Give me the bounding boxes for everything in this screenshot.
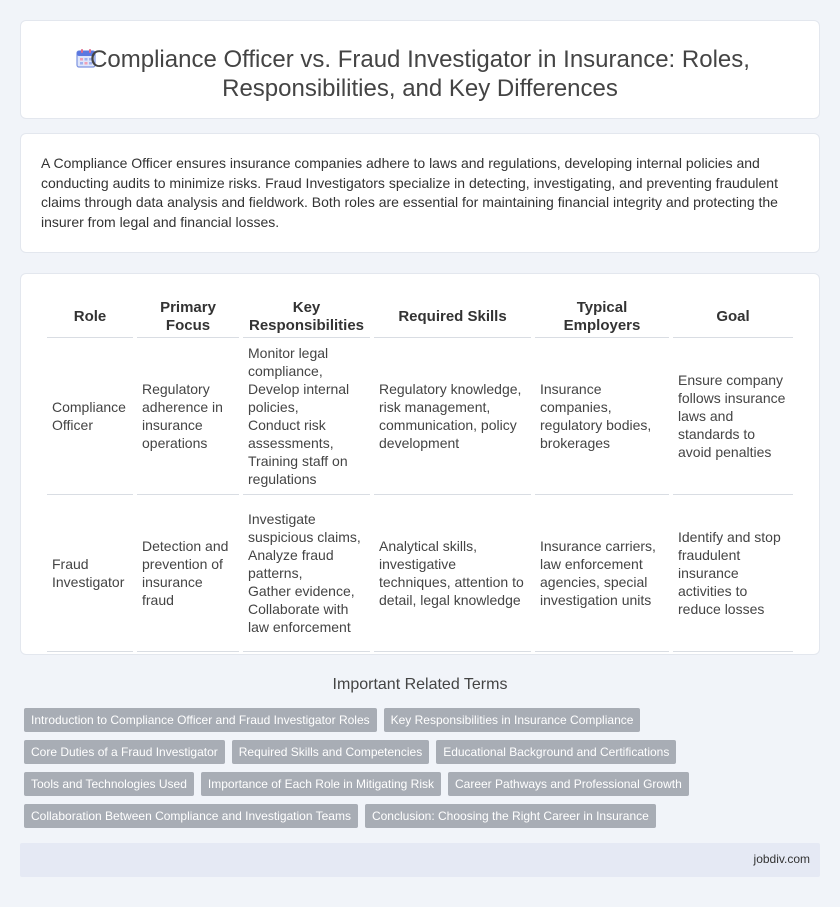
comparison-table-card bbox=[20, 273, 820, 655]
intro-card bbox=[20, 133, 820, 253]
related-terms-list bbox=[24, 708, 804, 836]
responsibility-item: Collaborate with law enforcement bbox=[248, 601, 351, 635]
cell-employers: Insurance carriers, law enforcement agencies, special investigation units bbox=[535, 495, 669, 652]
header-goal: Goal bbox=[673, 296, 793, 338]
table-row bbox=[47, 338, 793, 495]
cell-role: Compliance Officer bbox=[47, 338, 133, 495]
header-required-skills: Required Skills bbox=[374, 296, 531, 338]
cell-goal: Identify and stop fraudulent insurance activities to reduce losses bbox=[673, 495, 793, 652]
related-terms-title: Important Related Terms bbox=[332, 676, 508, 693]
table-row bbox=[47, 495, 793, 652]
responsibility-item: Develop internal policies, bbox=[248, 381, 350, 415]
table-header-row bbox=[47, 296, 793, 338]
related-term-tag[interactable]: Career Pathways and Professional Growth bbox=[448, 772, 689, 796]
header-card bbox=[20, 20, 820, 119]
page-title-line-1: Compliance Officer vs. Fraud Investigator in Insurance: Roles, bbox=[90, 46, 750, 73]
responsibility-item: Monitor legal compliance, bbox=[248, 345, 329, 379]
related-term-tag[interactable]: Core Duties of a Fraud Investigator bbox=[24, 740, 225, 764]
cell-skills: Regulatory knowledge, risk management, communication, policy development bbox=[374, 338, 531, 495]
header-role: Role bbox=[47, 296, 133, 338]
header-key-responsibilities: Key Responsibilities bbox=[243, 296, 370, 338]
related-term-tag[interactable]: Required Skills and Competencies bbox=[232, 740, 429, 764]
related-term-tag[interactable]: Importance of Each Role in Mitigating Risk bbox=[201, 772, 441, 796]
related-term-tag[interactable]: Collaboration Between Compliance and Investigation Teams bbox=[24, 804, 358, 828]
related-term-tag[interactable]: Tools and Technologies Used bbox=[24, 772, 194, 796]
cell-focus: Detection and prevention of insurance fraud bbox=[137, 495, 239, 652]
responsibility-item: Gather evidence, bbox=[248, 583, 355, 599]
header-primary-focus: Primary Focus bbox=[137, 296, 239, 338]
related-term-tag[interactable]: Educational Background and Certifications bbox=[436, 740, 676, 764]
intro-paragraph: A Compliance Officer ensures insurance companies adhere to laws and regulations, developing internal policies and conducting audits to minimize risks. Fraud Investigators specialize in detecting, investigating, and preventing fraudulent claims through data analysis and fieldwork. Both roles are essential for maintaining financial integrity and protecting the insurer from legal and financial losses. bbox=[41, 155, 778, 230]
responsibility-item: Conduct risk assessments, bbox=[248, 417, 334, 451]
comparison-table bbox=[43, 296, 797, 652]
related-term-tag[interactable]: Key Responsibilities in Insurance Compliance bbox=[384, 708, 641, 732]
responsibility-item: Investigate suspicious claims, bbox=[248, 511, 361, 545]
footer bbox=[20, 843, 820, 877]
cell-goal: Ensure company follows insurance laws and standards to avoid penalties bbox=[673, 338, 793, 495]
related-term-tag[interactable]: Conclusion: Choosing the Right Career in Insurance bbox=[365, 804, 656, 828]
cell-role: Fraud Investigator bbox=[47, 495, 133, 652]
responsibility-item: Analyze fraud patterns, bbox=[248, 547, 334, 581]
page-title-line-2: Responsibilities, and Key Differences bbox=[222, 75, 618, 102]
related-term-tag[interactable]: Introduction to Compliance Officer and Fraud Investigator Roles bbox=[24, 708, 377, 732]
cell-skills: Analytical skills, investigative techniques, attention to detail, legal knowledge bbox=[374, 495, 531, 652]
cell-responsibilities bbox=[243, 338, 370, 495]
cell-employers: Insurance companies, regulatory bodies, brokerages bbox=[535, 338, 669, 495]
page-title bbox=[90, 45, 750, 103]
header-typical-employers: Typical Employers bbox=[535, 296, 669, 338]
responsibility-item: Training staff on regulations bbox=[248, 453, 348, 487]
cell-focus: Regulatory adherence in insurance operations bbox=[137, 338, 239, 495]
cell-responsibilities bbox=[243, 495, 370, 652]
footer-site-link[interactable]: jobdiv.com bbox=[753, 852, 810, 866]
